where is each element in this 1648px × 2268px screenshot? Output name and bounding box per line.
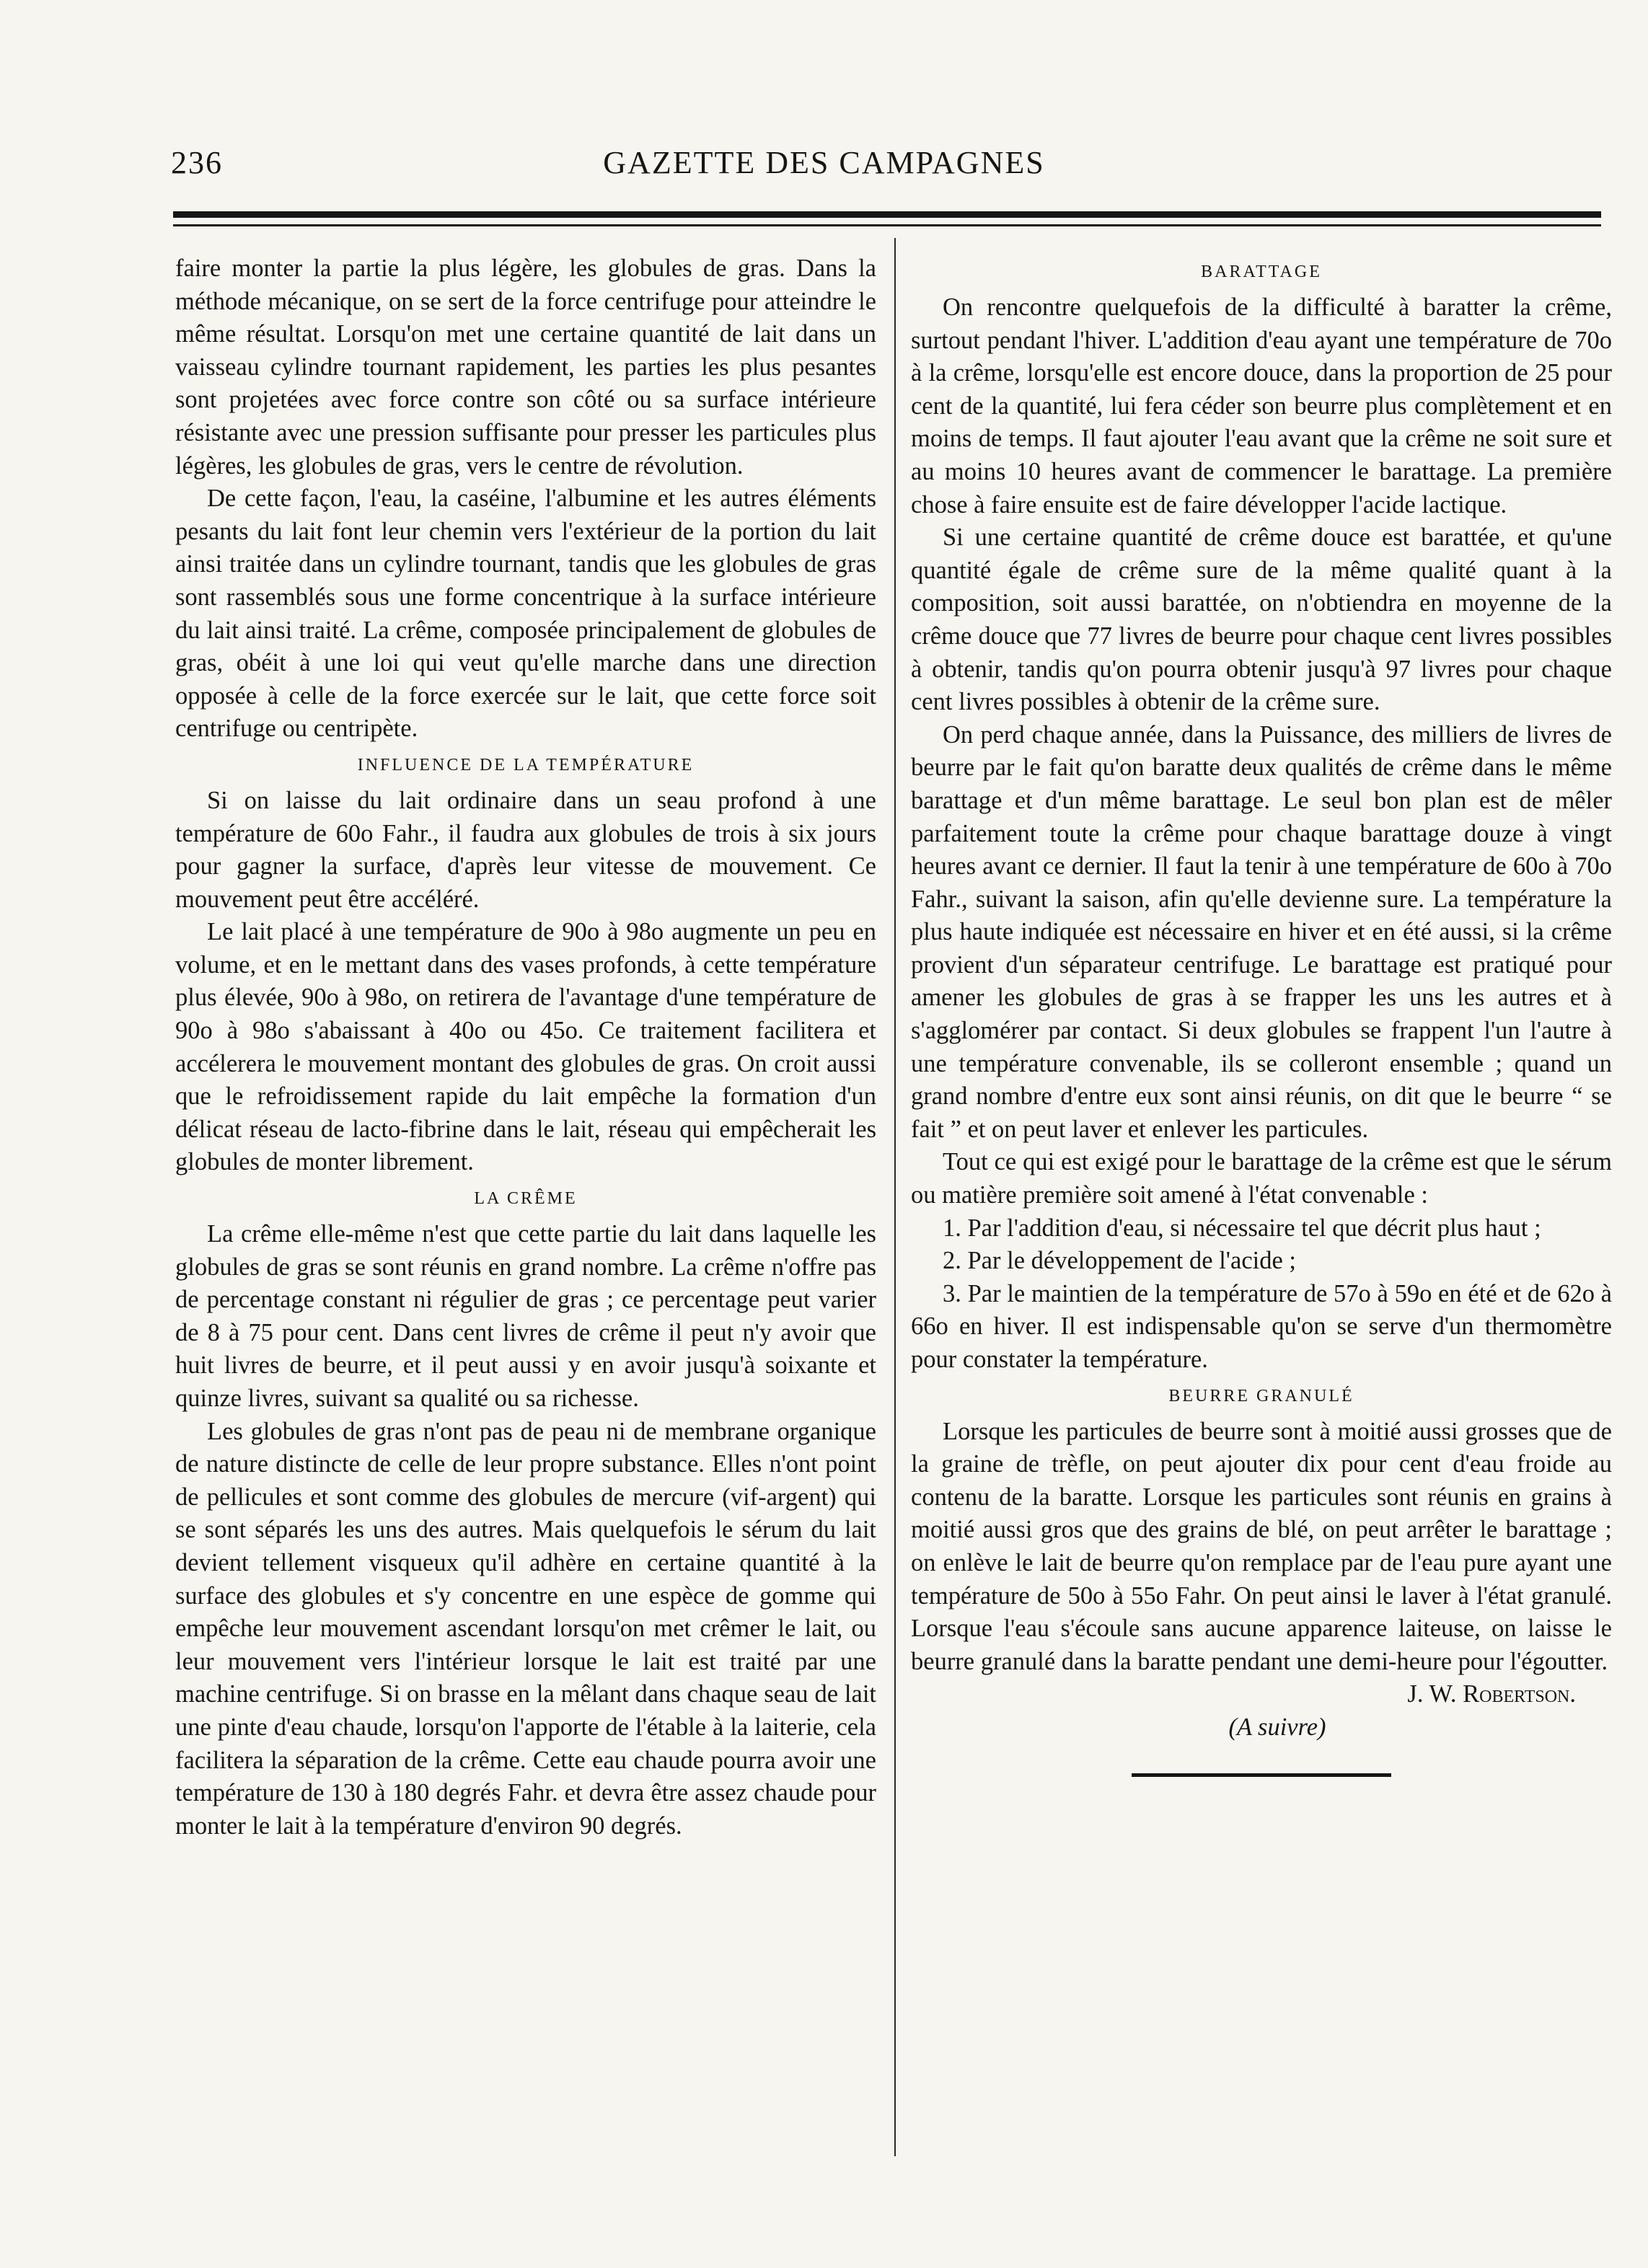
continued-note: (A suivre) — [1228, 1713, 1326, 1741]
paragraph: On perd chaque année, dans la Puissance, des milliers de livres de beurre par le fait qu'on baratte deux qualités de crême dans le même barattage et d'un même barattage. Le seul bon plan est de mêler parfaitement toute la crême pour chaque barattage douze à vingt heures avant ce dernier. Il faut la tenir à une température de 60o à 70o Fahr., suivant la saison, afin qu'elle devienne sure. La température la plus haute indiquée est nécessaire en hiver et en été aussi, si la crême provient d'un séparateur centrifuge. Le barattage est pratiqué pour amener les globules de gras à se frapper les uns les autres et à s'agglomérer par contact. Si deux globules se frappent l'un l'autre à une température convenable, ils se colleront ensemble ; quand un grand nombre d'entre eux sont ainsi réunis, on dit que le beurre “ se fait ” et on peut laver et enlever les particules. — [911, 720, 1612, 1143]
section-heading-barattage: BARATTAGE — [1201, 262, 1322, 281]
paragraph: La crême elle-même n'est que cette partie du lait dans laquelle les globules de gras se sont réunis en grand nombre. La crême n'offre pas de percentage constant ni régulier de gras ; ce percentage peut varier de 8 à 75 pour cent. Dans cent livres de crême il peut n'y avoir que huit livres de beurre, et il peut aussi y en avoir jusqu'à soixante et quinze livres, suivant sa qualité ou sa richesse. — [175, 1220, 876, 1412]
paragraph: faire monter la partie la plus légère, les globules de gras. Dans la méthode mécanique, on se sert de la force centrifuge pour atteindre le même résultat. Lorsqu'on met une certaine quantité de lait dans un vaisseau cylindre tournant rapidement, les parties les plus pesantes sont projetées avec force contre son côté ou sa surface intérieure résistante avec une pression suffisante pour presser les particules plus légères, les globules de gras, vers le centre de révolution. — [175, 255, 876, 480]
author-initials: J. W. — [1407, 1680, 1457, 1708]
list-item: 3. Par le maintien de la température de 57o à 59o en été et de 62o à 66o en hiver. Il est indispensable qu'on se serve d'un thermomètre pour constater la température. — [911, 1279, 1612, 1373]
paragraph: De cette façon, l'eau, la caséine, l'albumine et les autres éléments pesants du lait font leur chemin vers l'extérieur de la portion du lait ainsi traitée dans un cylindre tournant, tandis que les globules de gras sont rassemblés sous une forme concentrique à la surface intérieure du lait ainsi traité. La crême, composée principalement de globules de gras, obéit à une loi qui veut qu'elle marche dans une direction opposée à celle de la force exercée sur le lait, que cette force soit centrifuge ou centripète. — [175, 485, 876, 743]
author-name: Robertson. — [1463, 1680, 1576, 1708]
paragraph: Les globules de gras n'ont pas de peau ni de membrane organique de nature distincte de celle de leur propre substance. Elles n'ont point de pellicules et sont comme des globules de mercure (vif-argent) qui se sont séparés les uns des autres. Mais quelquefois le sérum du lait devient tellement visqueux qu'il adhère en certaine quantité à la surface des globules et s'y concentre en une espèce de gomme qui empêche leur mouvement ascendant lorsqu'on met crêmer le lait, ou leur mouvement vers l'intérieur lorsque le lait est traité par une machine centrifuge. Si on brasse en la mêlant dans chaque seau de lait une pinte d'eau chaude, lorsqu'on l'apporte de l'étable à la laiterie, cela facilitera la séparation de la crême. Cette eau chaude pourra avoir une température de 130 à 180 degrés Fahr. et devra être assez chaude pour monter le lait à la température d'environ 90 degrés. — [175, 1417, 876, 1840]
right-column — [911, 252, 1612, 1777]
author-signature — [911, 1678, 1612, 1711]
page-number: 236 — [171, 145, 223, 180]
list-item: 2. Par le développement de l'acide ; — [943, 1247, 1296, 1275]
end-rule — [1132, 1773, 1391, 1777]
section-heading-creme: LA CRÊME — [474, 1189, 578, 1209]
paragraph: Si une certaine quantité de crême douce est barattée, et qu'une quantité égale de crême sure de la même qualité quant à la composition, soit aussi barattée, on n'obtiendra en moyenne de la crême douce que 77 livres de beurre pour chaque cent livres possibles à obtenir, tandis qu'on pourra obtenir jusqu'à 97 livres pour chaque cent livres possibles à obtenir de la crême sure. — [911, 524, 1612, 716]
running-title: GAZETTE DES CAMPAGNES — [603, 145, 1045, 180]
header-rule — [173, 211, 1601, 218]
paragraph: Tout ce qui est exigé pour le barattage de la crême est que le sérum ou matière première soit amené à l'état convenable : — [911, 1148, 1612, 1209]
section-heading-beurre: BEURRE GRANULÉ — [1168, 1386, 1354, 1406]
paragraph: Si on laisse du lait ordinaire dans un seau profond à une température de 60o Fahr., il faudra aux globules de trois à six jours pour gagner la surface, d'après leur vitesse de mouvement. Ce mouvement peut être accéléré. — [175, 786, 876, 913]
paragraph: Lorsque les particules de beurre sont à moitié aussi grosses que de la graine de trèfle, on peut ajouter dix pour cent d'eau froide au contenu de la baratte. Lorsque les particules sont réunis en grains à moitié aussi gros que des grains de blé, on peut arrêter le barattage ; on enlève le lait de beurre qu'on remplace par de l'eau pure ayant une température de 50o à 55o Fahr. On peut ainsi le laver à l'état granulé. Lorsque l'eau s'écoule sans aucune apparence laiteuse, on laisse le beurre granulé dans la baratte pendant une demi-heure pour l'égoutter. — [911, 1417, 1612, 1675]
paragraph: On rencontre quelquefois de la difficulté à baratter la crême, surtout pendant l'hiver. L'addition d'eau ayant une température de 70o à la crême, lorsqu'elle est encore douce, dans la proportion de 25 pour cent de la quantité, lui fera céder son beurre plus complètement et en moins de temps. Il faut ajouter l'eau avant que la crême ne soit sure et au moins 10 heures avant de commencer le barattage. La première chose à faire ensuite est de faire développer l'acide lactique. — [911, 294, 1612, 519]
section-heading-influence: INFLUENCE DE LA TEMPÉRATURE — [357, 755, 695, 775]
left-column — [175, 252, 876, 1843]
header-rule-thin — [173, 224, 1601, 226]
column-divider — [894, 238, 896, 2156]
list-item: 1. Par l'addition d'eau, si nécessaire tel que décrit plus haut ; — [943, 1214, 1541, 1242]
paragraph: Le lait placé à une température de 90o à 98o augmente un peu en volume, et en le mettant dans des vases profonds, à cette température plus élevée, 90o à 98o, on retirera de l'avantage d'une température de 90o à 98o s'abaissant à 40o ou 45o. Ce traitement facilitera et accélerera le mouvement montant des globules de gras. On croit aussi que le refroidissement rapide du lait empêche la formation d'un délicat réseau de lacto-fibrine dans le lait, réseau qui empêcherait les globules de monter librement. — [175, 918, 876, 1176]
